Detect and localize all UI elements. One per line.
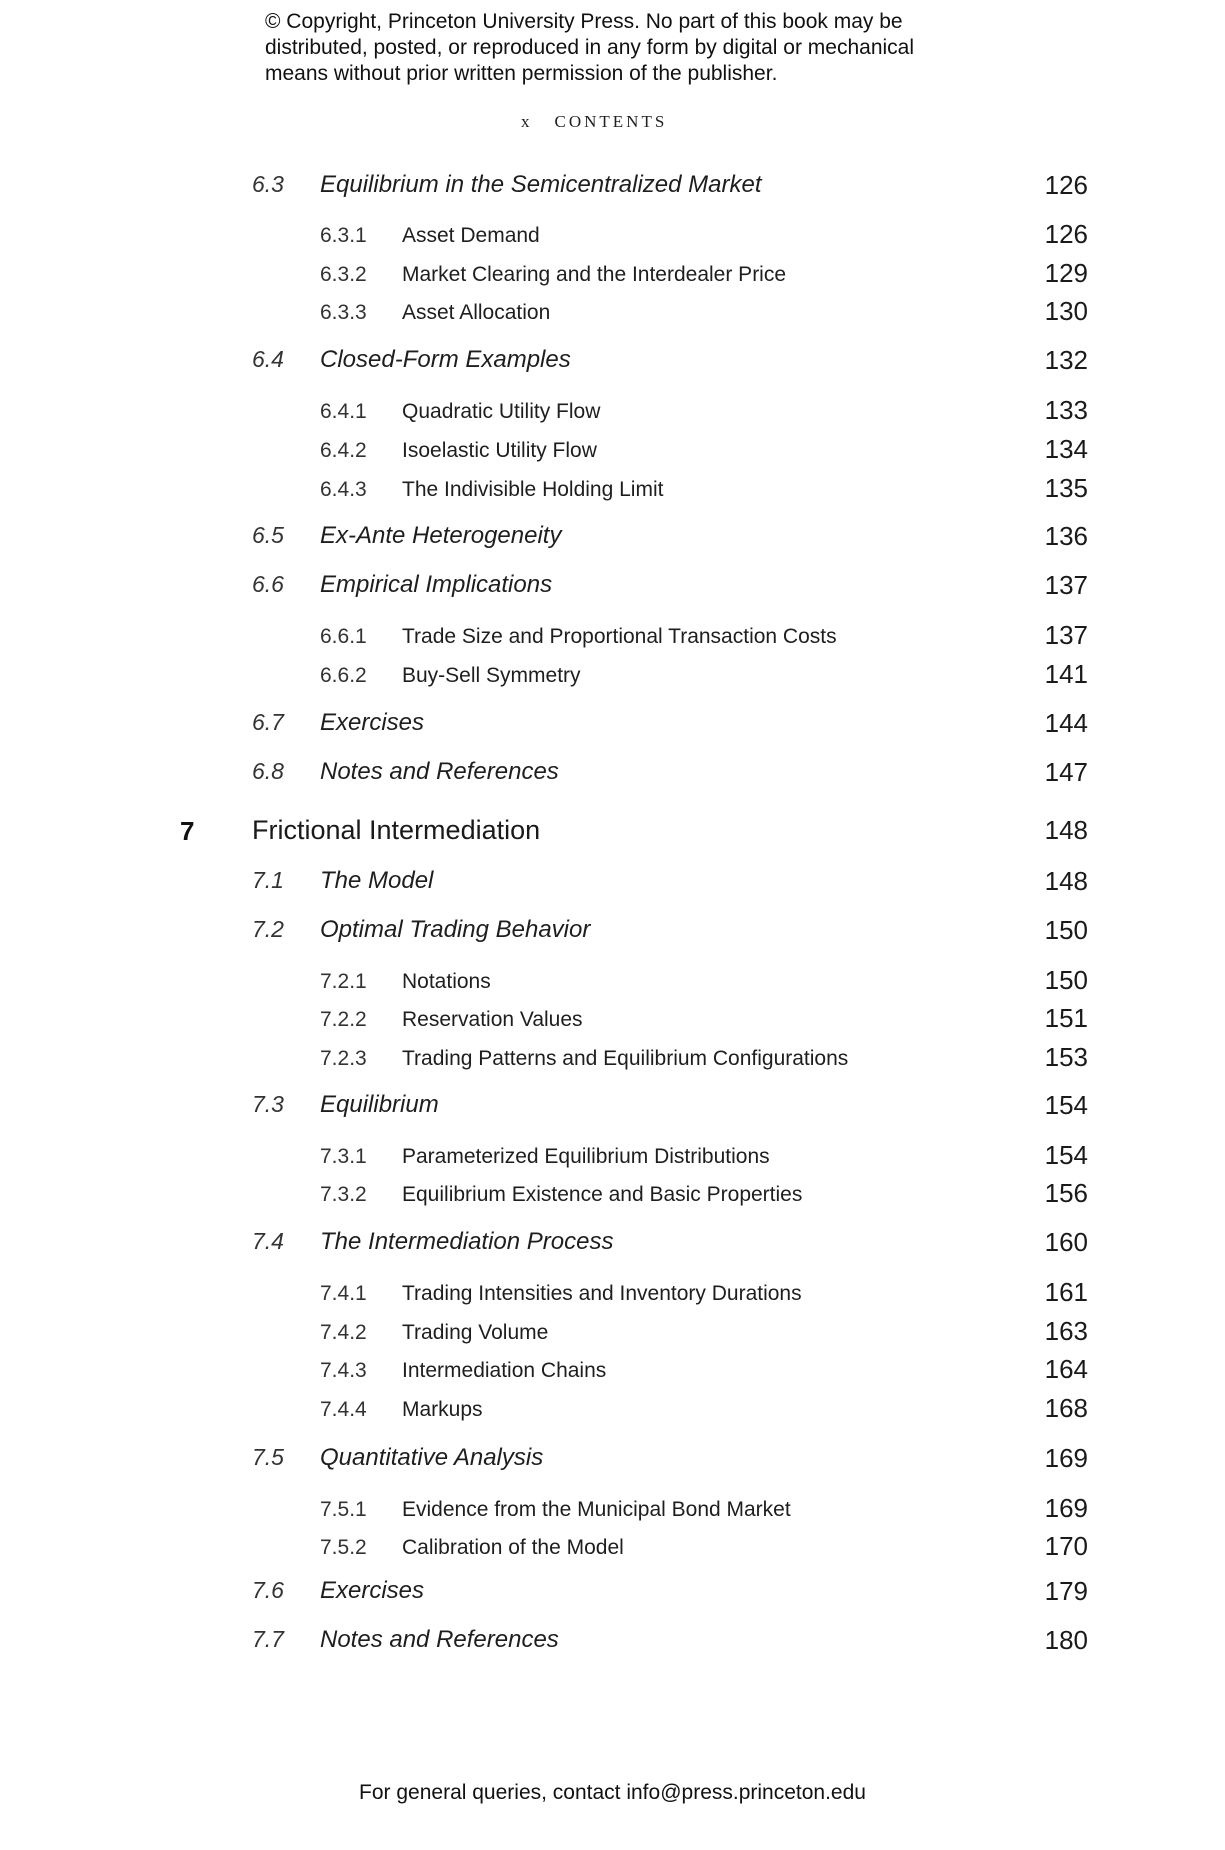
toc-entry[interactable]: [0, 1004, 1225, 1038]
toc-entry-title: Equilibrium Existence and Basic Properties: [402, 1183, 803, 1206]
toc-entry[interactable]: [0, 1444, 1225, 1478]
toc-entry[interactable]: [0, 709, 1225, 743]
toc-entry-page: 169: [1044, 1493, 1088, 1523]
toc-entry-title: Asset Demand: [402, 224, 540, 247]
toc-entry[interactable]: [0, 1043, 1225, 1077]
toc-entry-page: 148: [1044, 815, 1088, 845]
toc-entry-title: Equilibrium in the Semicentralized Market: [320, 171, 762, 198]
toc-entry[interactable]: [0, 571, 1225, 605]
toc-entry-number: 6.7: [252, 709, 284, 735]
toc-entry-number: 7.7: [252, 1626, 284, 1652]
toc-entry-page: 170: [1044, 1531, 1088, 1561]
toc-entry-page: 168: [1044, 1393, 1088, 1423]
copyright-line: distributed, posted, or reproduced in any form by digital or mechanical: [265, 36, 915, 59]
toc-entry-number: 7.4.1: [320, 1282, 367, 1305]
toc-entry-page: 161: [1044, 1277, 1088, 1307]
toc-entry[interactable]: [0, 1228, 1225, 1262]
toc-entry-title: Buy-Sell Symmetry: [402, 664, 581, 687]
toc-entry-title: Trading Intensities and Inventory Durations: [402, 1282, 802, 1305]
toc-entry-page: 137: [1044, 570, 1088, 600]
toc-entry[interactable]: [0, 916, 1225, 950]
toc-entry-title: The Indivisible Holding Limit: [402, 478, 664, 501]
toc-entry[interactable]: [0, 660, 1225, 694]
toc-entry-title: Markups: [402, 1398, 483, 1421]
toc-entry[interactable]: [0, 621, 1225, 655]
toc-entry-number: 6.6: [252, 571, 284, 597]
toc-chapter-entry[interactable]: [0, 816, 1225, 850]
toc-entry-page: 129: [1044, 258, 1088, 288]
toc-entry-page: 137: [1044, 620, 1088, 650]
toc-entry-number: 6.5: [252, 522, 284, 548]
toc-entry[interactable]: [0, 435, 1225, 469]
toc-entry-title: Notes and References: [320, 1626, 559, 1653]
toc-entry-page: 148: [1044, 866, 1088, 896]
toc-entry-number: 6.6.2: [320, 664, 367, 687]
toc-entry-page: 150: [1044, 915, 1088, 945]
running-head-label: CONTENTS: [554, 112, 668, 131]
toc-entry-title: Quadratic Utility Flow: [402, 400, 601, 423]
toc-entry-number: 7.5: [252, 1444, 284, 1470]
toc-entry[interactable]: [0, 1394, 1225, 1428]
toc-entry[interactable]: [0, 220, 1225, 254]
toc-entry-page: 147: [1044, 757, 1088, 787]
toc-entry-title: Exercises: [320, 709, 425, 736]
toc-entry-page: 141: [1044, 659, 1088, 689]
toc-entry-page: 153: [1044, 1042, 1088, 1072]
toc-entry[interactable]: [0, 297, 1225, 331]
toc-entry-title: Calibration of the Model: [402, 1536, 624, 1559]
toc-entry[interactable]: [0, 346, 1225, 380]
toc-entry-number: 6.3.3: [320, 301, 367, 324]
toc-entry-title: Empirical Implications: [320, 571, 553, 598]
toc-entry-title: Trading Volume: [402, 1321, 549, 1344]
toc-entry-page: 135: [1044, 473, 1088, 503]
copyright-line: © Copyright, Princeton University Press. No part of this book may be: [265, 10, 903, 33]
toc-entry-page: 130: [1044, 296, 1088, 326]
toc-entry-page: 132: [1044, 345, 1088, 375]
toc-entry-title: Evidence from the Municipal Bond Market: [402, 1498, 791, 1521]
toc-entry-page: 180: [1044, 1625, 1088, 1655]
toc-entry-number: 7.6: [252, 1577, 284, 1603]
toc-entry-number: 7.3: [252, 1091, 284, 1117]
toc-entry-page: 134: [1044, 434, 1088, 464]
toc-entry-title: Intermediation Chains: [402, 1359, 607, 1382]
toc-entry[interactable]: [0, 1626, 1225, 1660]
toc-entry[interactable]: [0, 1355, 1225, 1389]
toc-entry-title: Notations: [402, 970, 491, 993]
toc-entry-title: Isoelastic Utility Flow: [402, 439, 597, 462]
toc-chapter-number: 7: [180, 816, 195, 846]
toc-entry-page: 164: [1044, 1354, 1088, 1384]
toc-entry[interactable]: [0, 1091, 1225, 1125]
toc-entry-page: 179: [1044, 1576, 1088, 1606]
toc-entry[interactable]: [0, 1179, 1225, 1213]
toc-entry-number: 7.5.2: [320, 1536, 367, 1559]
toc-entry-title: Parameterized Equilibrium Distributions: [402, 1145, 770, 1168]
toc-entry-number: 6.3.1: [320, 224, 367, 247]
toc-entry-page: 133: [1044, 395, 1088, 425]
toc-entry-page: 160: [1044, 1227, 1088, 1257]
toc-entry[interactable]: [0, 966, 1225, 1000]
toc-entry[interactable]: [0, 522, 1225, 556]
toc-entry-page: 136: [1044, 521, 1088, 551]
toc-entry[interactable]: [0, 171, 1225, 205]
toc-entry-page: 150: [1044, 965, 1088, 995]
toc-entry-number: 7.4.3: [320, 1359, 367, 1382]
toc-entry-number: 6.3.2: [320, 263, 367, 286]
toc-entry-title: Optimal Trading Behavior: [320, 916, 591, 943]
toc-entry-title: Ex-Ante Heterogeneity: [320, 522, 562, 549]
toc-entry-number: 7.2.1: [320, 970, 367, 993]
toc-entry-page: 169: [1044, 1443, 1088, 1473]
toc-entry-number: 7.3.1: [320, 1145, 367, 1168]
toc-entry-page: 154: [1044, 1140, 1088, 1170]
toc-entry-title: Trade Size and Proportional Transaction Costs: [402, 625, 837, 648]
toc-entry-page: 126: [1044, 219, 1088, 249]
toc-entry-number: 7.4: [252, 1228, 284, 1254]
toc-entry-number: 6.4: [252, 346, 284, 372]
toc-entry-title: Reservation Values: [402, 1008, 583, 1031]
toc-entry-title: Closed-Form Examples: [320, 346, 571, 373]
toc-entry[interactable]: [0, 1532, 1225, 1566]
toc-entry-title: Exercises: [320, 1577, 425, 1604]
toc-entry-number: 7.2.2: [320, 1008, 367, 1031]
toc-entry[interactable]: [0, 1278, 1225, 1312]
toc-entry-page: 151: [1044, 1003, 1088, 1033]
toc-entry-number: 6.4.2: [320, 439, 367, 462]
toc-entry-title: The Intermediation Process: [320, 1228, 614, 1255]
toc-entry-page: 156: [1044, 1178, 1088, 1208]
toc-entry-number: 7.4.4: [320, 1398, 367, 1421]
toc-entry[interactable]: [0, 396, 1225, 430]
page-folio: x: [521, 112, 533, 131]
toc-entry-title: The Model: [320, 867, 434, 894]
toc-entry-number: 7.5.1: [320, 1498, 367, 1521]
toc-entry-number: 7.3.2: [320, 1183, 367, 1206]
toc-entry-title: Equilibrium: [320, 1091, 439, 1118]
toc-entry[interactable]: [0, 1141, 1225, 1175]
toc-entry-number: 7.2: [252, 916, 284, 942]
toc-entry-number: 6.4.1: [320, 400, 367, 423]
toc-entry-page: 126: [1044, 170, 1088, 200]
toc-entry-number: 7.2.3: [320, 1047, 367, 1070]
toc-entry-page: 163: [1044, 1316, 1088, 1346]
toc-entry-number: 6.6.1: [320, 625, 367, 648]
toc-entry-number: 7.4.2: [320, 1321, 367, 1344]
toc-entry-title: Asset Allocation: [402, 301, 551, 324]
toc-entry[interactable]: [0, 867, 1225, 901]
toc-entry-page: 144: [1044, 708, 1088, 738]
toc-entry-number: 6.8: [252, 758, 284, 784]
toc-entry[interactable]: [0, 758, 1225, 792]
toc-entry-page: 154: [1044, 1090, 1088, 1120]
toc-entry-title: Trading Patterns and Equilibrium Configurations: [402, 1047, 849, 1070]
toc-entry-number: 6.4.3: [320, 478, 367, 501]
toc-entry-number: 7.1: [252, 867, 284, 893]
toc-entry[interactable]: [0, 1317, 1225, 1351]
toc-entry[interactable]: [0, 474, 1225, 508]
toc-entry[interactable]: [0, 1494, 1225, 1528]
toc-entry[interactable]: [0, 259, 1225, 293]
toc-entry-number: 6.3: [252, 171, 284, 197]
toc-entry-title: Notes and References: [320, 758, 559, 785]
copyright-line: means without prior written permission of the publisher.: [265, 62, 778, 85]
toc-entry[interactable]: [0, 1577, 1225, 1611]
footer-contact: For general queries, contact info@press.princeton.edu: [359, 1781, 866, 1804]
toc-entry-title: Market Clearing and the Interdealer Price: [402, 263, 787, 286]
toc-entry-title: Quantitative Analysis: [320, 1444, 544, 1471]
toc-chapter-title: Frictional Intermediation: [252, 815, 541, 845]
